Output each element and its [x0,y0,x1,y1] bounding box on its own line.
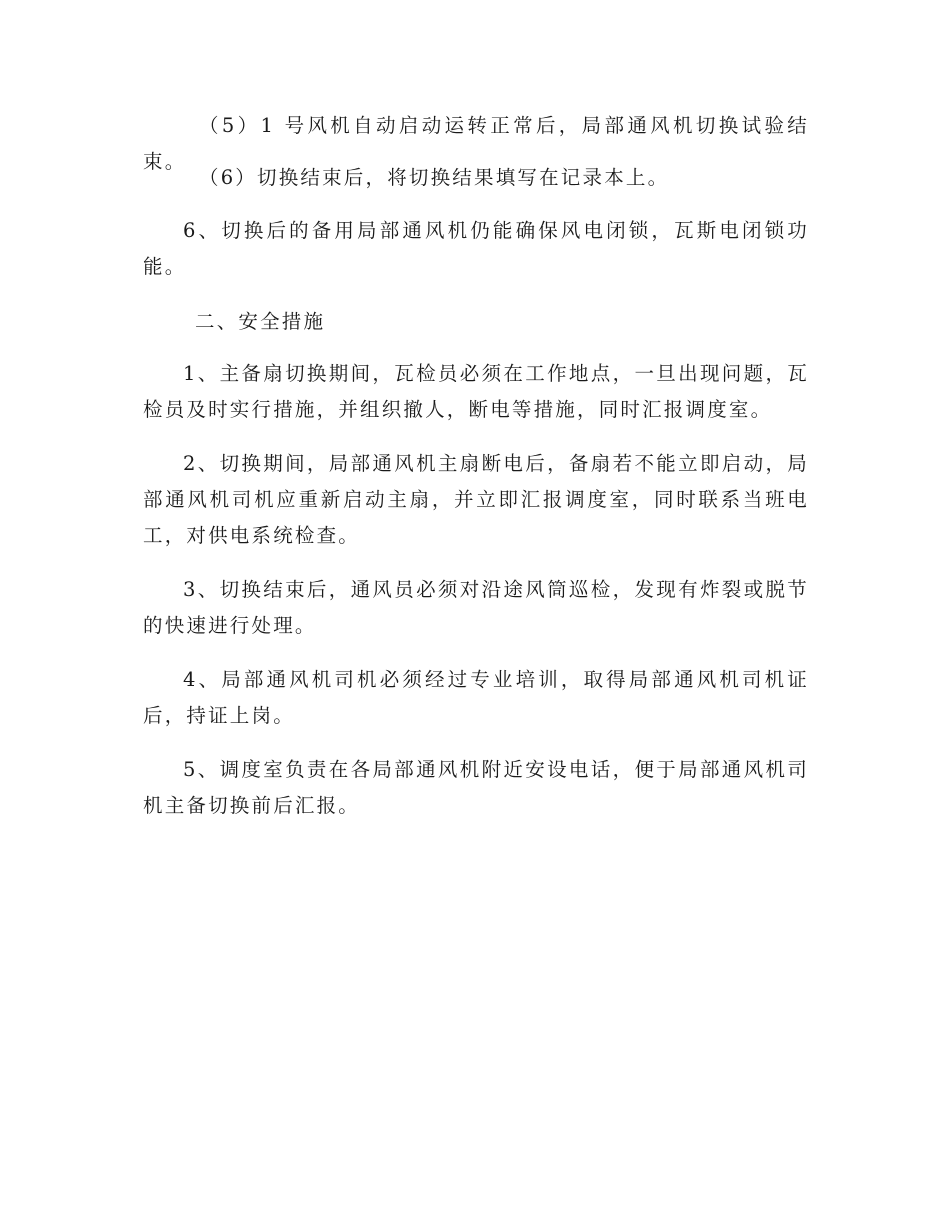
safety-item-2-paragraph: 2、切换期间，局部通风机主扇断电后，备扇若不能立即启动，局部通风机司机应重新启动主扇，并立即汇报调度室，同时联系当班电工，对供电系统检查。 [143,452,809,547]
section-heading-safety-measures: 二、安全措施 [195,310,326,333]
safety-item-4-paragraph: 4、局部通风机司机必须经过专业培训，取得局部通风机司机证后，持证上岗。 [143,668,809,727]
item-6-paragraph: 6、切换后的备用局部通风机仍能确保风电闭锁，瓦斯电闭锁功能。 [143,219,809,278]
safety-item-1-paragraph: 1、主备扇切换期间，瓦检员必须在工作地点，一旦出现问题，瓦检员及时实行措施，并组织撤人，断电等措施，同时汇报调度室。 [143,362,809,421]
safety-item-3-paragraph: 3、切换结束后，通风员必须对沿途风筒巡检，发现有炸裂或脱节的快速进行处理。 [143,578,809,637]
step-5-paragraph: （5）1 号风机自动启动运转正常后，局部通风机切换试验结束。 [143,114,809,173]
step-6-paragraph: （6）切换结束后，将切换结果填写在记录本上。 [199,166,670,189]
safety-item-5-paragraph: 5、调度室负责在各局部通风机附近安设电话，便于局部通风机司机主备切换前后汇报。 [143,758,809,817]
